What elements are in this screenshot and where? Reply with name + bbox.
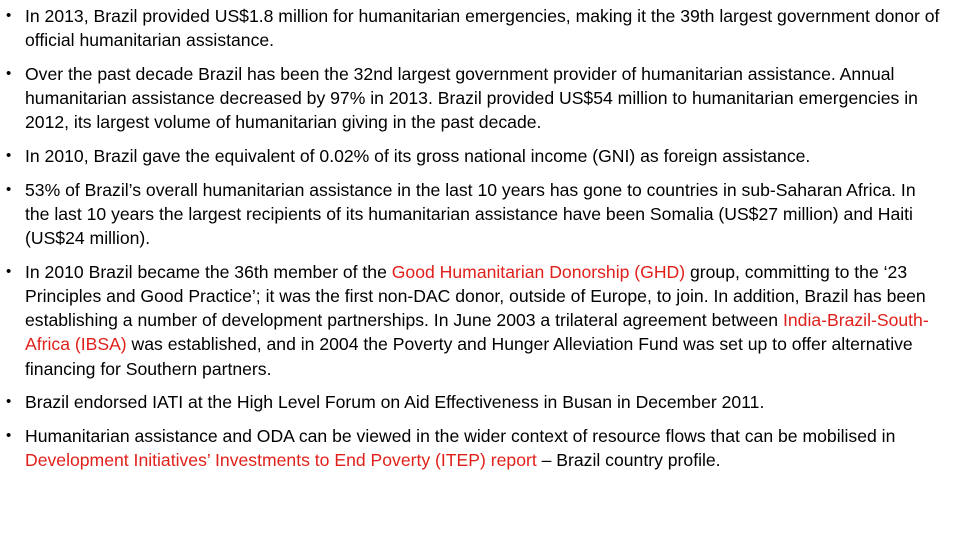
bullet-text-part: – Brazil country profile. [536, 450, 721, 471]
bullet-item-iati [4, 390, 944, 414]
bullet-marker: • [6, 147, 12, 165]
bullet-text-part: was established, and in 2004 the Poverty and Hunger Alleviation Fund was set up to offer alternative financing for Southern partners. [25, 334, 913, 379]
bullet-item-itep-report [4, 424, 944, 472]
bullet-marker: • [6, 427, 12, 445]
bullet-item-2013-funding [4, 4, 944, 52]
bullet-list [4, 4, 944, 482]
bullet-marker: • [6, 7, 12, 24]
bullet-marker: • [6, 393, 12, 411]
bullet-item-ghd-membership [4, 260, 944, 381]
bullet-marker: • [6, 180, 12, 198]
bullet-text: Brazil endorsed IATI at the High Level Forum on Aid Effectiveness in Busan in December 2011. [25, 392, 765, 413]
bullet-marker: • [6, 262, 12, 280]
bullet-item-past-decade [4, 62, 944, 135]
ibsa-link[interactable]: India-Brazil-South-Africa (IBSA) [25, 310, 929, 355]
ghd-link[interactable]: Good Humanitarian Donorship (GHD) [391, 261, 686, 282]
bullet-text: 53% of Brazil’s overall humanitarian assistance in the last 10 years has gone to countries in sub-Saharan Africa. In the last 10 years the largest recipients of its humanitarian assistance have been Somalia (US$27 million) and Haiti (US$24 million). [25, 179, 916, 249]
bullet-item-recipients [4, 178, 944, 251]
itep-report-link[interactable]: Development Initiatives’ Investments to End Poverty (ITEP) report [25, 450, 537, 471]
bullet-text: In 2010, Brazil gave the equivalent of 0.02% of its gross national income (GNI) as foreign assistance. [25, 146, 811, 167]
bullet-text: Over the past decade Brazil has been the 32nd largest government provider of humanitarian assistance. Annual humanitarian assistance decreased by 97% in 2013. Brazil provided US$54 million to humanitarian emergencies in 2012, its largest volume of humanitarian giving in the past decade. [25, 63, 918, 133]
bullet-text-part: group, committing to the ‘23 Principles and Good Practice’; it was the first non-DAC donor, outside of Europe, to join. In addition, Brazil has been establishing a number of development partnerships. In June 2003 a trilateral agreement between [25, 261, 926, 331]
bullet-text: In 2013, Brazil provided US$1.8 million for humanitarian emergencies, making it the 39th largest government donor of official humanitarian assistance. [25, 6, 940, 51]
bullet-item-gni-share [4, 144, 944, 168]
bullet-marker: • [6, 64, 12, 82]
bullet-text-part: In 2010 Brazil became the 36th member of the [25, 261, 392, 282]
bullet-text-part: Humanitarian assistance and ODA can be viewed in the wider context of resource flows that can be mobilised in [25, 426, 896, 447]
